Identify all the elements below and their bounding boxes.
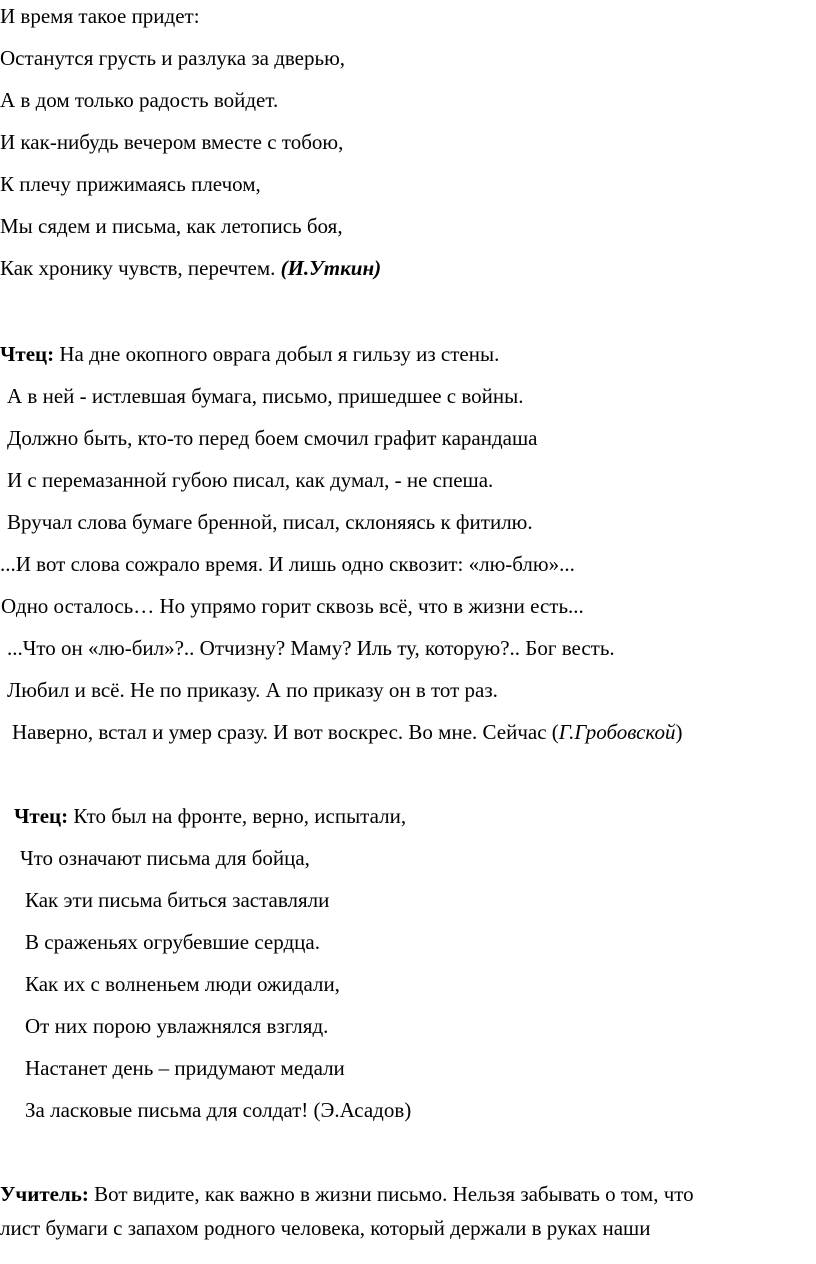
poem-line: К плечу прижимаясь плечом, bbox=[0, 172, 261, 196]
poem-line: Одно осталось… Но упрямо горит сквозь всё, что в жизни есть... bbox=[1, 594, 584, 618]
poem-line: ...Что он «лю-бил»?.. Отчизну? Маму? Иль ту, которую?.. Бог весть. bbox=[7, 636, 615, 660]
poem-author: Г.Гробовской bbox=[558, 720, 676, 744]
reader-line bbox=[0, 344, 499, 365]
poem-line: Как эти письма биться заставляли bbox=[25, 888, 330, 912]
paragraph-text: Вот видите, как важно в жизни письмо. Нельзя забывать о том, что bbox=[94, 1182, 694, 1206]
reader-line bbox=[14, 806, 406, 827]
poem-line-with-author bbox=[0, 258, 381, 279]
poem-line-text: На дне окопного оврага добыл я гильзу из стены. bbox=[59, 342, 500, 366]
poem-line: И с перемазанной губою писал, как думал, - не спеша. bbox=[7, 468, 494, 492]
poem-line: И как-нибудь вечером вместе с тобою, bbox=[0, 130, 344, 154]
poem-line: Как их с волненьем люди ожидали, bbox=[25, 972, 340, 996]
speaker-label: Чтец: bbox=[0, 342, 55, 366]
poem-line: Вручал слова бумаге бренной, писал, склоняясь к фитилю. bbox=[7, 510, 533, 534]
poem-line: А в дом только радость войдет. bbox=[0, 88, 279, 112]
paragraph-line: лист бумаги с запахом родного человека, который держали в руках наши bbox=[0, 1216, 651, 1240]
poem-line-text: Наверно, встал и умер сразу. И вот воскрес. Во мне. Сейчас ( bbox=[12, 720, 559, 744]
poem-line-with-author bbox=[12, 722, 682, 743]
poem-line: Настанет день – придумают медали bbox=[25, 1056, 345, 1080]
poem-line: Любил и всё. Не по приказу. А по приказу он в тот раз. bbox=[7, 678, 498, 702]
closing-paren: ) bbox=[675, 720, 683, 744]
poem-line: Что означают письма для бойца, bbox=[20, 846, 310, 870]
poem-author: (И.Уткин) bbox=[280, 256, 382, 280]
poem-line: А в ней - истлевшая бумага, письмо, пришедшее с войны. bbox=[7, 384, 524, 408]
poem-line: В сраженьях огрубевшие сердца. bbox=[25, 930, 320, 954]
poem-line: ...И вот слова сожрало время. И лишь одно сквозит: «лю-блю»... bbox=[0, 552, 575, 576]
poem-line: От них порою увлажнялся взгляд. bbox=[25, 1014, 329, 1038]
poem-line: За ласковые письма для солдат! (Э.Асадов) bbox=[25, 1098, 412, 1122]
poem-line: И время такое придет: bbox=[0, 4, 200, 28]
teacher-line bbox=[0, 1184, 694, 1205]
speaker-label: Учитель: bbox=[0, 1182, 89, 1206]
poem-line-text: Кто был на фронте, верно, испытали, bbox=[73, 804, 407, 828]
poem-line: Должно быть, кто-то перед боем смочил графит карандаша bbox=[7, 426, 538, 450]
poem-line-text: Как хронику чувств, перечтем. bbox=[0, 256, 276, 280]
poem-line: Мы сядем и письма, как летопись боя, bbox=[0, 214, 343, 238]
speaker-label: Чтец: bbox=[14, 804, 69, 828]
poem-line: Останутся грусть и разлука за дверью, bbox=[0, 46, 346, 70]
